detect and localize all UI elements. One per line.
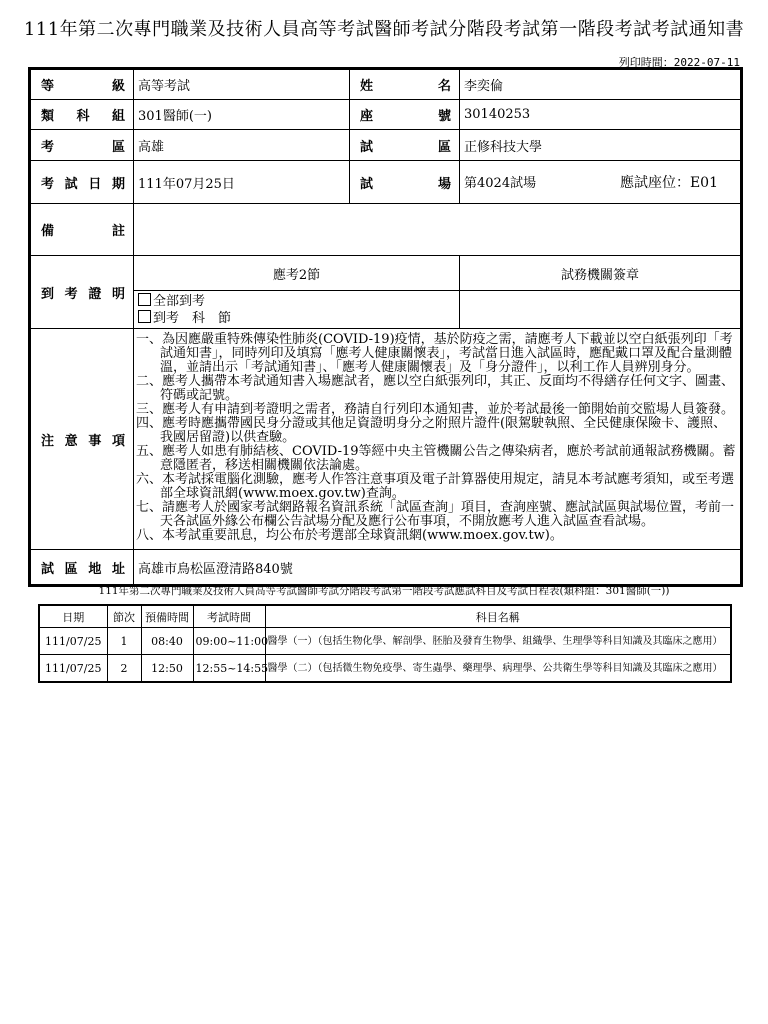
date-value: 111年07月25日: [134, 161, 350, 204]
schedule-subject: 醫學（一）（包括生物化學、解剖學、胚胎及發育生物學、組織學、生理學等科目知識及其臨床之應用）: [265, 628, 731, 655]
schedule-session: 1: [107, 628, 141, 655]
room-value: 第4024試場: [464, 176, 537, 191]
schedule-exam-time: 12:55~14:55: [193, 655, 265, 683]
cert-option-all: 全部到考: [138, 293, 455, 310]
table-row: [39, 655, 731, 683]
schedule-header-date: 日期: [39, 605, 107, 628]
schedule-header-session: 節次: [107, 605, 141, 628]
schedule-date: 111/07/25: [39, 628, 107, 655]
schedule-header-prep: 預備時間: [141, 605, 193, 628]
note-item: 一、為因應嚴重特殊傳染性肺炎(COVID-19)疫情，基於防疫之需，請應考人下載並以空白紙張列印「考試通知書」，同時列印及填寫「應考人健康關懷表」，考試當日進入試區時，應配戴口罩及配合量測體溫，並請出示「考試通知書」、「應考人健康關懷表」及「身分證件」，以利工作人員辨別身分。: [136, 332, 733, 375]
address-label: 試區地址: [30, 550, 134, 586]
schedule-prep-time: 08:40: [141, 628, 193, 655]
seat-position: 應試座位：E01: [619, 175, 718, 191]
notes-list: [134, 329, 742, 550]
note-item: 六、本考試採電腦化測驗，應考人作答注意事項及電子計算器使用規定，請見本考試應考須知，或至考選部全球資訊網(www.moex.gov.tw)查詢。: [136, 472, 735, 501]
schedule-header-time: 考試時間: [193, 605, 265, 628]
table-row: [39, 628, 731, 655]
note-item: 二、應考人攜帶本考試通知書入場應試者，應以空白紙張列印，其正、反面均不得繕存任何文字、圖畫、符碼或記號。: [136, 374, 735, 403]
schedule-table: [38, 604, 732, 683]
schedule-exam-time: 09:00~11:00: [193, 628, 265, 655]
cert-stamp-area: [460, 291, 742, 329]
cert-sessions: 應考2節: [134, 256, 460, 291]
note-item: 八、本考試重要訊息，均公布於考選部全球資訊網(www.moex.gov.tw)。: [136, 528, 563, 543]
schedule-session: 2: [107, 655, 141, 683]
remarks-value: [134, 204, 742, 256]
area-label: 考區: [30, 130, 134, 161]
address-value: 高雄市鳥松區澄清路840號: [134, 550, 742, 586]
exam-notice-table: [28, 67, 743, 587]
note-item: 三、應考人有申請到考證明之需者，務請自行列印本通知書，並於考試最後一節開始前交監場人員簽發。: [136, 402, 735, 417]
region-label: 試區: [350, 130, 460, 161]
category-value: 301醫師(一): [134, 100, 350, 130]
seat-label: 座號: [350, 100, 460, 130]
cert-label: 到考證明: [30, 256, 134, 329]
cert-stamp-label: 試務機關簽章: [460, 256, 742, 291]
level-value: 高等考試: [134, 69, 350, 100]
area-value: 高雄: [134, 130, 350, 161]
region-value: 正修科技大學: [460, 130, 742, 161]
remarks-label: 備註: [30, 204, 134, 256]
checkbox-icon: [138, 293, 151, 306]
note-item: 七、請應考人於國家考試網路報名資訊系統「試區查詢」項目，查詢座號、應試試區與試場位置，考前一天各試區外緣公布欄公告試場分配及應行公布事項，不開放應考人進入試區查看試場。: [136, 500, 735, 529]
print-time: 列印時間：2022-07-11: [618, 56, 740, 69]
cert-option-partial: 到考 科 節: [138, 310, 455, 327]
name-value: 李奕倫: [460, 69, 742, 100]
level-label: 等級: [30, 69, 134, 100]
category-label: 類科組: [30, 100, 134, 130]
schedule-subject: 醫學（二）（包括微生物免疫學、寄生蟲學、藥理學、病理學、公共衛生學等科目知識及其臨床之應用）: [265, 655, 731, 683]
schedule-date: 111/07/25: [39, 655, 107, 683]
name-label: 姓名: [350, 69, 460, 100]
note-item: 五、應考人如患有肺結核、COVID-19等經中央主管機關公告之傳染病者，應於考試前通報試務機關。蓄意隱匿者，移送相關機關依法論處。: [136, 444, 736, 473]
note-item: 四、應考時應攜帶國民身分證或其他足資證明身分之附照片證件(限駕駛執照、全民健康保險卡、護照、我國居留證)以供查驗。: [136, 416, 727, 445]
schedule-header-subject: 科目名稱: [265, 605, 731, 628]
checkbox-icon: [138, 310, 151, 323]
room-label: 試場: [350, 161, 460, 204]
schedule-prep-time: 12:50: [141, 655, 193, 683]
notes-label: 注意事項: [30, 329, 134, 550]
document-title: 111年第二次專門職業及技術人員高等考試醫師考試分階段考試第一階段考試考試通知書: [23, 19, 745, 40]
date-label: 考試日期: [30, 161, 134, 204]
seat-value: 30140253: [460, 100, 742, 130]
schedule-title: 111年第二次專門職業及技術人員高等考試醫師考試分階段考試第一階段考試應試科目及考試日程表(類科組：301醫師(一)): [98, 585, 670, 597]
